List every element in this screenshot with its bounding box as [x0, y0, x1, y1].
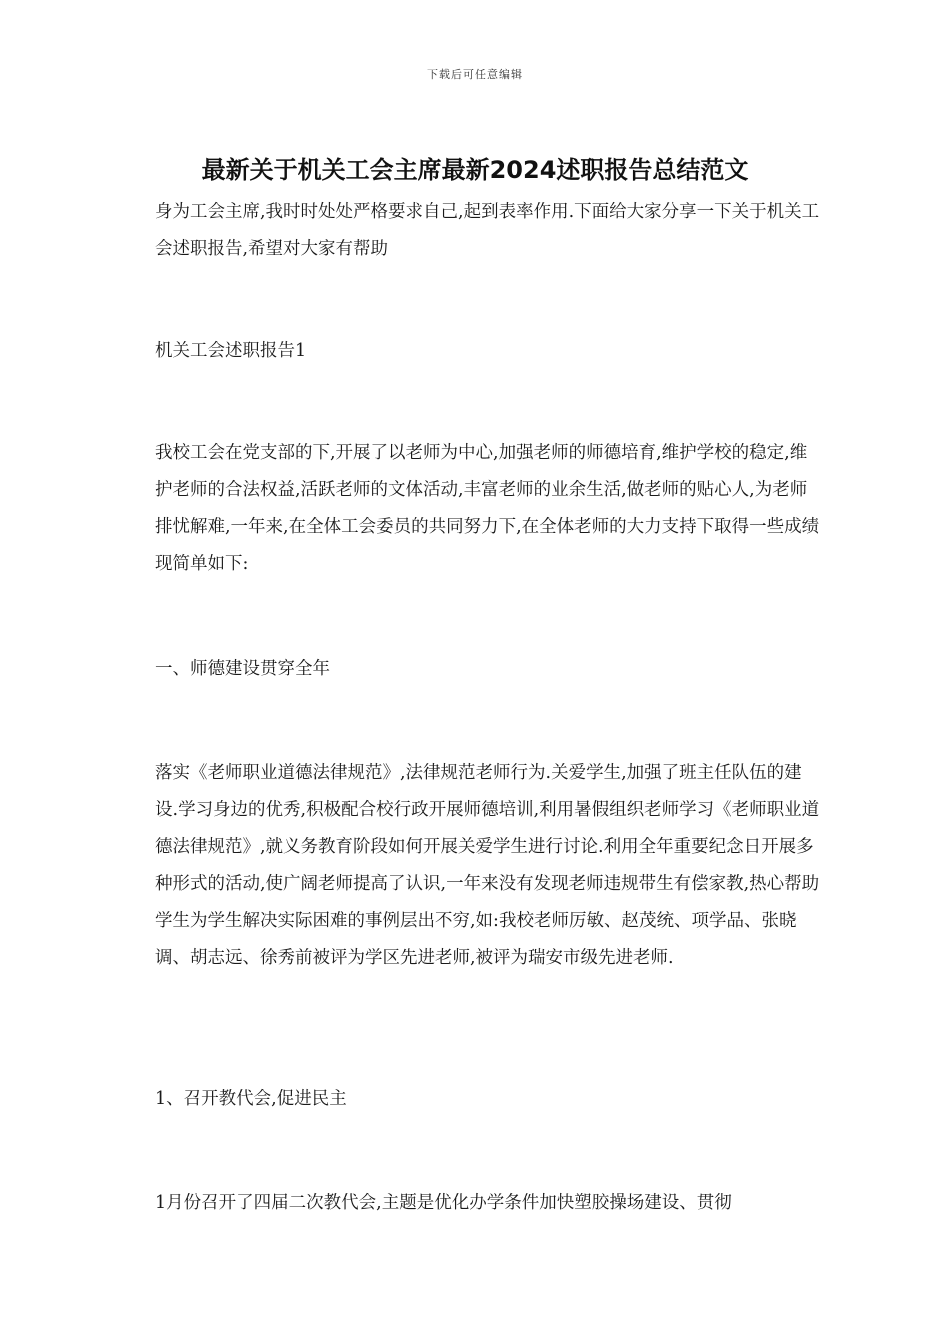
intro-paragraph: 身为工会主席,我时时处处严格要求自己,起到表率作用.下面给大家分享一下关于机关工会述职报告,希望对大家有帮助	[155, 202, 820, 259]
paragraph-3: 1月份召开了四届二次教代会,主题是优化办学条件加快塑胶操场建设、贯彻	[155, 1193, 732, 1213]
document-title: 最新关于机关工会主席最新2024述职报告总结范文	[201, 156, 749, 184]
heading-2: 1、召开教代会,促进民主	[155, 1089, 347, 1109]
header-note: 下载后可任意编辑	[427, 68, 523, 81]
paragraph-2: 落实《老师职业道德法律规范》,法律规范老师行为.关爱学生,加强了班主任队伍的建设.学习身边的优秀,积极配合校行政开展师德培训,利用暑假组织老师学习《老师职业道德法律规范》,就义务教育阶段如何开展关爱学生进行讨论.利用全年重要纪念日开展多种形式的活动,使广阔老师提高了认识,一年来没有发现老师违规带生有偿家教,热心帮助学生为学生解决实际困难的事例层出不穷,如:我校老师厉敏、赵茂统、项学品、张晓调、胡志远、徐秀前被评为学区先进老师,被评为瑞安市级先进老师.	[155, 763, 820, 968]
heading-1: 一、师德建设贯穿全年	[155, 659, 330, 679]
paragraph-1: 我校工会在党支部的下,开展了以老师为中心,加强老师的师德培育,维护学校的稳定,维护老师的合法权益,活跃老师的文体活动,丰富老师的业余生活,做老师的贴心人,为老师排忧解难,一年来,在全体工会委员的共同努力下,在全体老师的大力支持下取得一些成绩现简单如下:	[155, 443, 820, 574]
section-heading: 机关工会述职报告1	[155, 341, 307, 361]
